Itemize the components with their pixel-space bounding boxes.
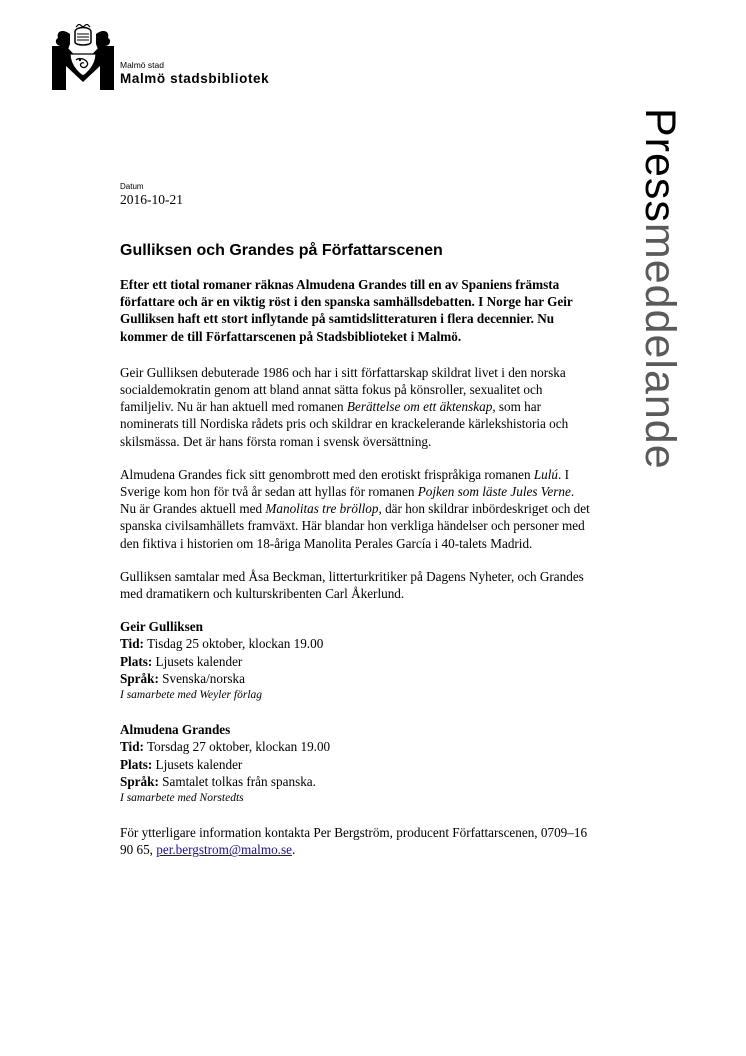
text-span: , som har nominerats till Nordiska rådets pris och skildrar en krackelerande kärlekshistoria och skilsmässa. Det är hans första roman i svensk översättning. — [120, 399, 569, 449]
field-value: Ljusets kalender — [152, 653, 243, 669]
book-title: Pojken som läste Jules Verne — [417, 484, 571, 500]
field-label: Plats: — [120, 653, 153, 669]
text-span: . I Sverige kom hon för två år sedan att hyllas för romanen — [120, 466, 570, 500]
contact-paragraph — [120, 824, 590, 858]
org-name: Malmö stadsbibliotek — [120, 71, 270, 86]
event-time — [120, 738, 590, 755]
event-language — [120, 670, 590, 687]
side-title — [630, 108, 690, 470]
text-span: , där hon skildrar inbördeskriget och det spanska civilsamhällets framväxt. Här blandar hon verkliga händelser och personer med den fiktiva i historien om 18-åriga Manolita Perales García i 40-talets Madrid. — [120, 501, 590, 551]
field-label: Plats: — [120, 756, 153, 772]
text-span: Almudena Grandes fick sitt genombrott med den erotiskt frispråkiga romanen — [120, 466, 534, 482]
field-value: Tisdag 25 oktober, klockan 19.00 — [143, 636, 324, 652]
event-name: Geir Gulliksen — [120, 619, 203, 635]
event-name: Almudena Grandes — [120, 722, 231, 738]
organization-header — [120, 60, 269, 87]
paragraph-grandes — [120, 466, 590, 552]
field-value: Torsdag 27 oktober, klockan 19.00 — [143, 739, 331, 755]
email-link[interactable]: per.bergstrom@malmo.se — [156, 842, 292, 858]
side-title-part1: Press — [636, 108, 684, 223]
event-place — [120, 653, 590, 670]
side-title-part2: meddelande — [636, 222, 684, 470]
paragraph-conversations: Gulliksen samtalar med Åsa Beckman, litterturkritiker på Dagens Nyheter, och Grandes med dramatikern och kulturskribenten Carl Åkerlund. — [120, 568, 584, 602]
field-label: Språk: — [120, 773, 159, 789]
date-value: 2016-10-21 — [120, 192, 183, 207]
press-release-body — [120, 240, 590, 875]
text-span: . — [291, 842, 296, 858]
text-span: För ytterligare information kontakta Per Bergström, producent Författarscenen, 0709–16 90 65, — [120, 825, 588, 858]
event-partner: I samarbete med Weyler förlag — [120, 689, 263, 702]
field-value: Svenska/norska — [158, 670, 245, 686]
field-value: Samtalet tolkas från spanska. — [158, 773, 316, 789]
text-span: . Nu är Grandes aktuell med — [120, 484, 575, 517]
book-title: Berättelse om ett äktenskap — [346, 399, 493, 415]
event-block — [120, 618, 590, 704]
event-time — [120, 635, 590, 652]
org-small-label: Malmö stad — [120, 60, 164, 70]
event-block — [120, 721, 590, 807]
malmo-coat-of-arms-icon — [52, 24, 114, 90]
date-label: Datum — [120, 182, 144, 191]
field-label: Tid: — [120, 739, 144, 755]
event-place — [120, 756, 590, 773]
field-value: Ljusets kalender — [152, 756, 243, 772]
event-language — [120, 773, 590, 790]
book-title: Lulú — [533, 466, 559, 482]
paragraph-gulliksen — [120, 364, 590, 450]
page-title: Gulliksen och Grandes på Författarscenen — [120, 242, 443, 259]
lead-paragraph: Efter ett tiotal romaner räknas Almudena Grandes till en av Spaniens främsta författare och är en viktig röst i den spanska samhällsdebatten. I Norge har Geir Gulliksen haft ett stort inflytande på samtidslitteraturen i flera decennier. Nu kommer de till Författarscenen på Stadsbiblioteket i Malmö. — [120, 277, 573, 344]
field-label: Språk: — [120, 670, 159, 686]
text-span: Geir Gulliksen debuterade 1986 och har i sitt författarskap skildrat livet i den norska socialdemokratin genom att bland annat sätta fokus på könsroller, sexualitet och familjeliv. Nu är han aktuell med romanen — [120, 364, 566, 415]
field-label: Tid: — [120, 636, 144, 652]
event-partner: I samarbete med Norstedts — [120, 792, 244, 805]
book-title: Manolitas tre bröllop — [265, 501, 379, 517]
